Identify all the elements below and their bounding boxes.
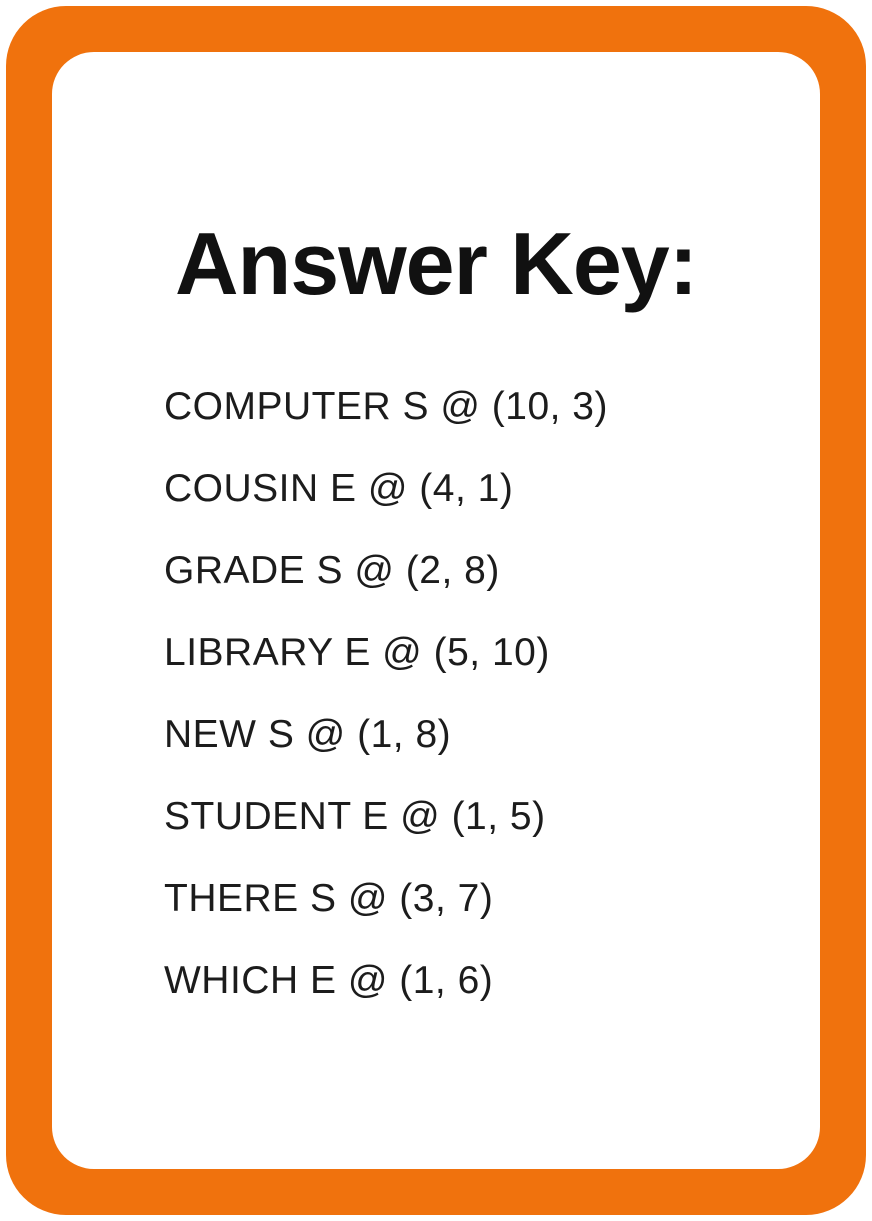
list-item: COUSIN E @ (4, 1) (164, 467, 514, 510)
list-item: GRADE S @ (2, 8) (164, 549, 500, 592)
answer-key-card (52, 52, 820, 1169)
list-item: NEW S @ (1, 8) (164, 713, 452, 756)
list-item: LIBRARY E @ (5, 10) (164, 631, 550, 674)
answer-list (164, 366, 780, 1022)
list-item: THERE S @ (3, 7) (164, 877, 494, 920)
list-item: COMPUTER S @ (10, 3) (164, 385, 608, 428)
list-item: WHICH E @ (1, 6) (164, 959, 494, 1002)
page-title: Answer Key: (174, 214, 698, 313)
card-border (6, 6, 866, 1215)
list-item: STUDENT E @ (1, 5) (164, 795, 546, 838)
